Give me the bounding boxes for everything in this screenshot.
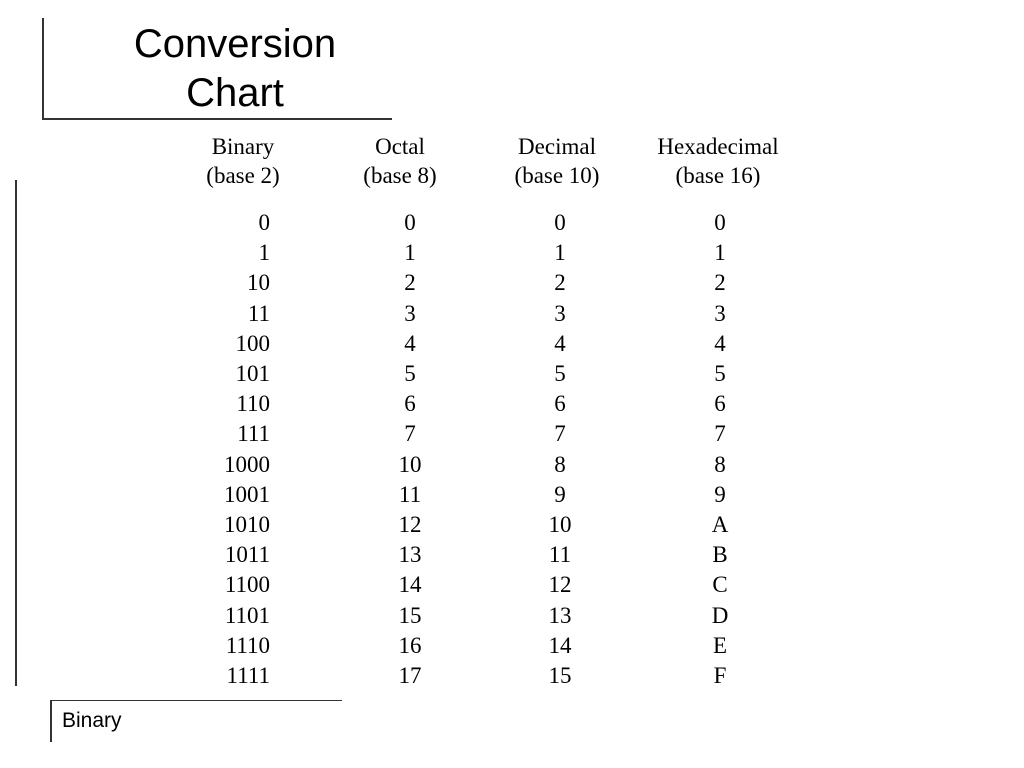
table-cell-octal: 4 (404, 330, 416, 356)
table-cell-hexadecimal: 7 (714, 421, 726, 447)
table-cell-decimal: 7 (554, 421, 566, 447)
table-cell-binary: 1010 (224, 512, 270, 537)
table-cell-binary: 1101 (224, 602, 270, 628)
table-cell-binary: 110 (236, 391, 270, 417)
table-cell-hexadecimal: 6 (714, 391, 726, 417)
table-cell-decimal: 10 (548, 512, 572, 537)
table-cell-decimal: 13 (548, 602, 572, 628)
table-cell-decimal: 4 (554, 330, 566, 356)
table-cell-hexadecimal: 9 (714, 481, 726, 507)
table-cell-decimal: 6 (554, 391, 566, 417)
table-cell-decimal: 5 (554, 361, 566, 386)
table-cell-octal: 7 (404, 421, 416, 447)
table-cell-decimal: 14 (548, 632, 572, 658)
table-cell-octal: 3 (404, 300, 416, 326)
table-cell-hexadecimal: 4 (714, 330, 726, 356)
footer-frame-top-border (50, 700, 342, 701)
table-cell-binary: 10 (247, 270, 270, 296)
table-cell-binary: 1100 (224, 572, 270, 598)
footer-label: Binary (62, 709, 122, 732)
table-cell-octal: 11 (398, 481, 422, 507)
table-cell-octal: 0 (404, 210, 416, 235)
column-header-name: Hexadecimal (657, 134, 779, 159)
table-cell-octal: 5 (404, 361, 416, 386)
table-cell-octal: 13 (398, 542, 422, 568)
column-header-name: Binary (211, 134, 275, 159)
column-header-name: Octal (375, 134, 425, 159)
slide-title: Conversion Chart (133, 22, 337, 115)
table-cell-decimal: 0 (554, 210, 566, 235)
table-cell-octal: 14 (398, 572, 422, 598)
column-header-base: (base 10) (514, 163, 600, 188)
table-cell-hexadecimal: 3 (714, 300, 726, 326)
table-cell-hexadecimal: E (712, 632, 728, 658)
table-cell-decimal: 2 (554, 270, 566, 296)
table-cell-binary: 11 (247, 300, 270, 326)
table-cell-octal: 17 (398, 663, 422, 688)
table-cell-hexadecimal: 0 (714, 210, 726, 235)
table-cell-decimal: 1 (554, 240, 566, 266)
table-cell-hexadecimal: A (711, 512, 729, 537)
table-cell-octal: 10 (398, 451, 422, 477)
table-cell-binary: 0 (258, 210, 270, 235)
table-cell-hexadecimal: 5 (714, 361, 726, 386)
table-cell-decimal: 3 (554, 300, 566, 326)
column-header-base: (base 8) (363, 163, 437, 188)
table-cell-hexadecimal: 1 (714, 240, 726, 266)
table-cell-decimal: 15 (548, 663, 572, 688)
table-cell-octal: 15 (398, 602, 422, 628)
table-cell-binary: 1011 (224, 542, 270, 568)
table-cell-binary: 1110 (225, 632, 270, 658)
table-cell-hexadecimal: F (713, 663, 727, 688)
column-header-base: (base 2) (206, 163, 280, 188)
column-header-hexadecimal (628, 132, 808, 190)
column-header-decimal (467, 132, 647, 190)
table-cell-octal: 16 (398, 632, 422, 658)
table-cell-binary: 1111 (226, 663, 270, 688)
table-cell-hexadecimal: D (711, 602, 729, 628)
column-header-name: Decimal (518, 134, 596, 159)
table-cell-binary: 100 (235, 330, 270, 356)
column-header-octal (310, 132, 490, 190)
table-cell-octal: 6 (404, 391, 416, 417)
table-cell-decimal: 9 (554, 481, 566, 507)
table-cell-octal: 1 (404, 240, 416, 266)
table-cell-binary: 101 (235, 361, 270, 386)
column-header-base: (base 16) (675, 163, 761, 188)
table-cell-octal: 12 (398, 512, 422, 537)
table-cell-binary: 111 (237, 421, 270, 447)
table-cell-octal: 2 (404, 270, 416, 296)
column-header-binary (153, 132, 333, 190)
table-cell-decimal: 11 (548, 542, 572, 568)
table-cell-decimal: 12 (548, 572, 572, 598)
table-cell-hexadecimal: B (712, 542, 728, 568)
table-cell-hexadecimal: 2 (714, 270, 726, 296)
footer-frame-left-border (50, 700, 52, 742)
table-cell-hexadecimal: 8 (714, 451, 726, 477)
table-cell-hexadecimal: C (712, 572, 728, 598)
table-cell-decimal: 8 (554, 451, 566, 477)
table-cell-binary: 1001 (224, 481, 270, 507)
table-cell-binary: 1 (258, 240, 270, 266)
table-cell-binary: 1000 (224, 451, 270, 477)
